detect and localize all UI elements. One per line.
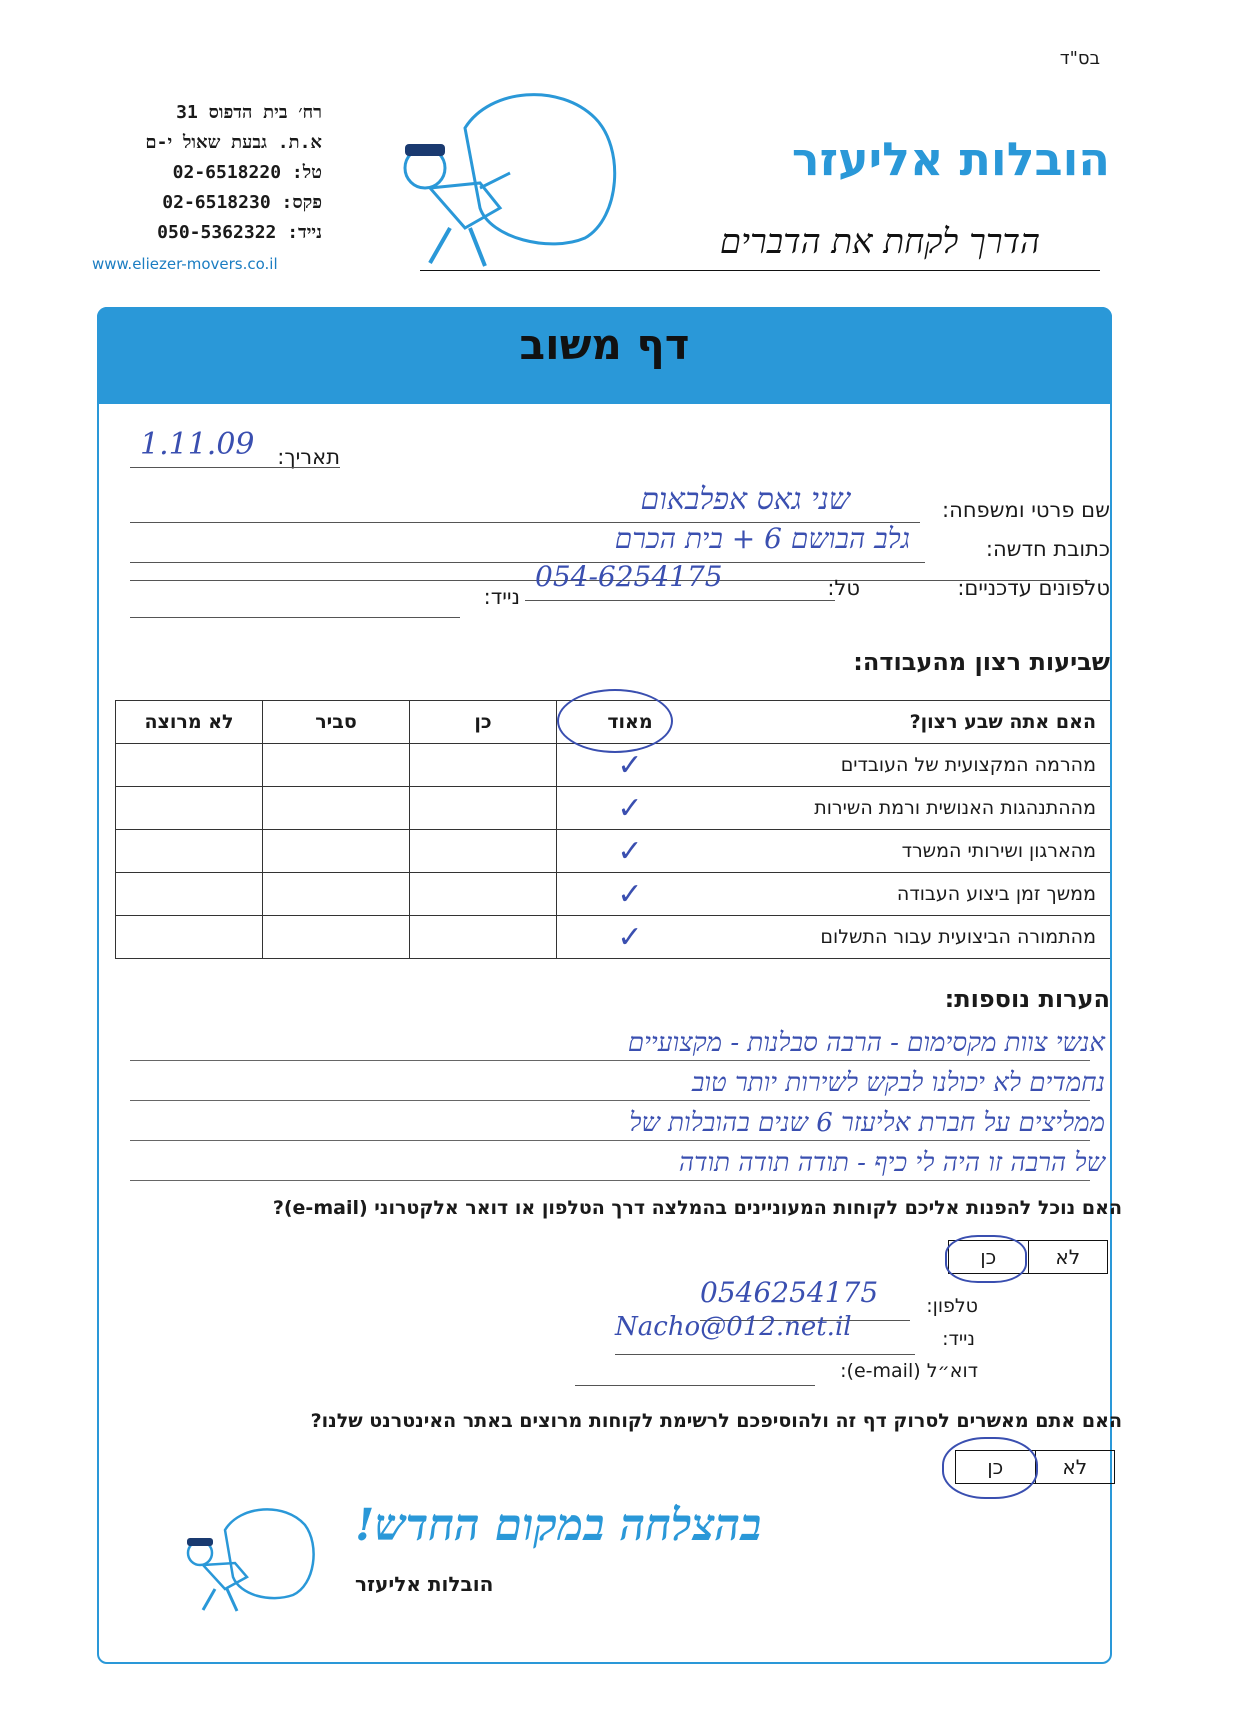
satisfaction-table xyxy=(115,700,1110,959)
referral-email-label: דוא״ל (e-mail): xyxy=(840,1360,978,1382)
column-yes: כן xyxy=(410,701,557,744)
name-label: שם פרטי ומשפחה: xyxy=(942,498,1110,522)
check-cell-reasonable[interactable] xyxy=(263,873,410,916)
referral-phone-value: 0546254175 xyxy=(700,1276,879,1309)
referral-mobile-field[interactable] xyxy=(615,1312,915,1355)
contact-block xyxy=(92,98,322,248)
table-row xyxy=(116,916,1111,959)
referral-mobile-label: נייד: xyxy=(942,1328,975,1350)
referral-yes-circle xyxy=(945,1235,1027,1283)
contact-phone: טל: 02-6518220 xyxy=(172,162,322,183)
satisfaction-heading: שביעות רצון מהעבודה: xyxy=(853,648,1110,676)
contact-fax: פקס: 02-6518230 xyxy=(162,192,322,213)
check-cell-not-satisfied[interactable] xyxy=(116,873,263,916)
notes-text-line: ממליצים על חברת אליעזר 6 שנים בהובלות של xyxy=(629,1108,1105,1138)
notes-line xyxy=(130,1100,1090,1101)
mobile-field[interactable] xyxy=(130,595,460,618)
check-cell-yes[interactable] xyxy=(410,830,557,873)
check-cell-reasonable[interactable] xyxy=(263,744,410,787)
check-cell-very[interactable]: ✓ xyxy=(557,916,704,959)
good-luck-message: בהצלחה במקום החדש! xyxy=(355,1500,762,1551)
check-cell-reasonable[interactable] xyxy=(263,787,410,830)
row-label: מהתמורה הביצועית עבור התשלום xyxy=(703,916,1110,959)
scan-no-option[interactable]: לא xyxy=(1062,1455,1088,1479)
tel-value: 054-6254175 xyxy=(535,560,723,593)
check-cell-very[interactable]: ✓ xyxy=(557,744,704,787)
check-cell-reasonable[interactable] xyxy=(263,916,410,959)
check-cell-very[interactable]: ✓ xyxy=(557,830,704,873)
check-cell-very[interactable]: ✓ xyxy=(557,787,704,830)
mover-mascot-icon xyxy=(370,88,630,273)
row-label: מההתנהגות האנושית ורמת השירות xyxy=(703,787,1110,830)
footer-brand: הובלות אליעזר xyxy=(355,1572,494,1596)
tel-label: טל: xyxy=(827,576,860,600)
notes-line xyxy=(130,1060,1090,1061)
referral-email-field[interactable] xyxy=(575,1363,815,1386)
date-label: תאריך: xyxy=(277,445,340,469)
check-cell-yes[interactable] xyxy=(410,916,557,959)
notes-line xyxy=(130,1140,1090,1141)
besd-mark: בס"ד xyxy=(1059,48,1100,69)
referral-phone-label: טלפון: xyxy=(926,1295,978,1317)
referral-yes-option[interactable]: כן xyxy=(949,1241,1029,1273)
satisfaction-question: האם אתה שבע רצון? xyxy=(703,701,1110,744)
scan-yes-no xyxy=(955,1450,1115,1484)
form-title: דף משוב xyxy=(519,320,690,369)
notes-text-line: אנשי צוות מקסימום - הרבה סבלנות - מקצועיים xyxy=(627,1028,1105,1058)
date-field[interactable] xyxy=(130,427,340,468)
table-row xyxy=(116,873,1111,916)
scan-permission-question: האם אתם מאשרים לסרוק דף זה ולהוסיפכם לרשימת לקוחות מרוצים באתר האינטרנט שלנו? xyxy=(310,1410,1122,1432)
referral-mobile-value: Nacho@012.net.il xyxy=(615,1312,852,1342)
website-link[interactable]: www.eliezer-movers.co.il xyxy=(92,255,278,273)
row-label: ממשך זמן ביצוע העבודה xyxy=(703,873,1110,916)
notes-heading: הערות נוספות: xyxy=(944,985,1110,1013)
address-label: כתובת חדשה: xyxy=(985,537,1110,561)
row-label: מהרמה המקצועית של העובדים xyxy=(703,744,1110,787)
brand-slogan: הדרך לקחת את הדברים xyxy=(719,222,1040,262)
referral-no-option[interactable]: לא xyxy=(1055,1245,1081,1269)
contact-address: רח׳ בית הדפוס 31 xyxy=(176,102,322,123)
table-row xyxy=(116,787,1111,830)
column-very: מאוד xyxy=(557,701,704,744)
date-value: 1.11.09 xyxy=(140,427,255,462)
check-cell-yes[interactable] xyxy=(410,873,557,916)
notes-text-line: של הרבה זו היה לי כיף - תודה תודה תודה xyxy=(678,1148,1105,1178)
check-cell-not-satisfied[interactable] xyxy=(116,916,263,959)
scan-yes-circle xyxy=(942,1437,1038,1499)
tel-field[interactable] xyxy=(525,560,835,601)
check-cell-yes[interactable] xyxy=(410,787,557,830)
column-not-satisfied: לא מרוצה xyxy=(116,701,263,744)
check-cell-reasonable[interactable] xyxy=(263,830,410,873)
table-row xyxy=(116,830,1111,873)
mover-mascot-small-icon xyxy=(165,1505,315,1615)
check-cell-not-satisfied[interactable] xyxy=(116,830,263,873)
mobile-label: נייד: xyxy=(483,585,520,609)
header-divider xyxy=(420,270,1100,271)
column-reasonable: סביר xyxy=(263,701,410,744)
row-label: מהארגון ושירותי המשרד xyxy=(703,830,1110,873)
check-cell-very[interactable]: ✓ xyxy=(557,873,704,916)
check-cell-not-satisfied[interactable] xyxy=(116,744,263,787)
phones-label: טלפונים עדכניים: xyxy=(957,576,1110,600)
check-cell-not-satisfied[interactable] xyxy=(116,787,263,830)
name-field[interactable] xyxy=(130,482,920,523)
contact-mobile: נייד: 050-5362322 xyxy=(157,222,322,243)
column-very-circle xyxy=(557,689,673,753)
name-value: שני גאס אפלבאום xyxy=(640,482,850,517)
check-cell-yes[interactable] xyxy=(410,744,557,787)
referral-yes-no xyxy=(948,1240,1108,1274)
referral-question: האם נוכל להפנות אליכם לקוחות המעוניינים בהמלצה דרך הטלפון או דואר אלקטרוני (e-mail)? xyxy=(272,1197,1122,1219)
table-header-row xyxy=(116,701,1111,744)
notes-text-line: נחמדים לא יכולנו לבקש לשירות יותר טוב xyxy=(691,1068,1105,1098)
notes-line xyxy=(130,1180,1090,1181)
address-value: גלב הבושם 6 + בית הכרם xyxy=(614,522,910,555)
brand-title: הובלות אליעזר xyxy=(791,132,1110,186)
contact-area: א.ת. גבעת שאול י-ם xyxy=(145,132,322,153)
scan-yes-option[interactable]: כן xyxy=(956,1451,1036,1483)
